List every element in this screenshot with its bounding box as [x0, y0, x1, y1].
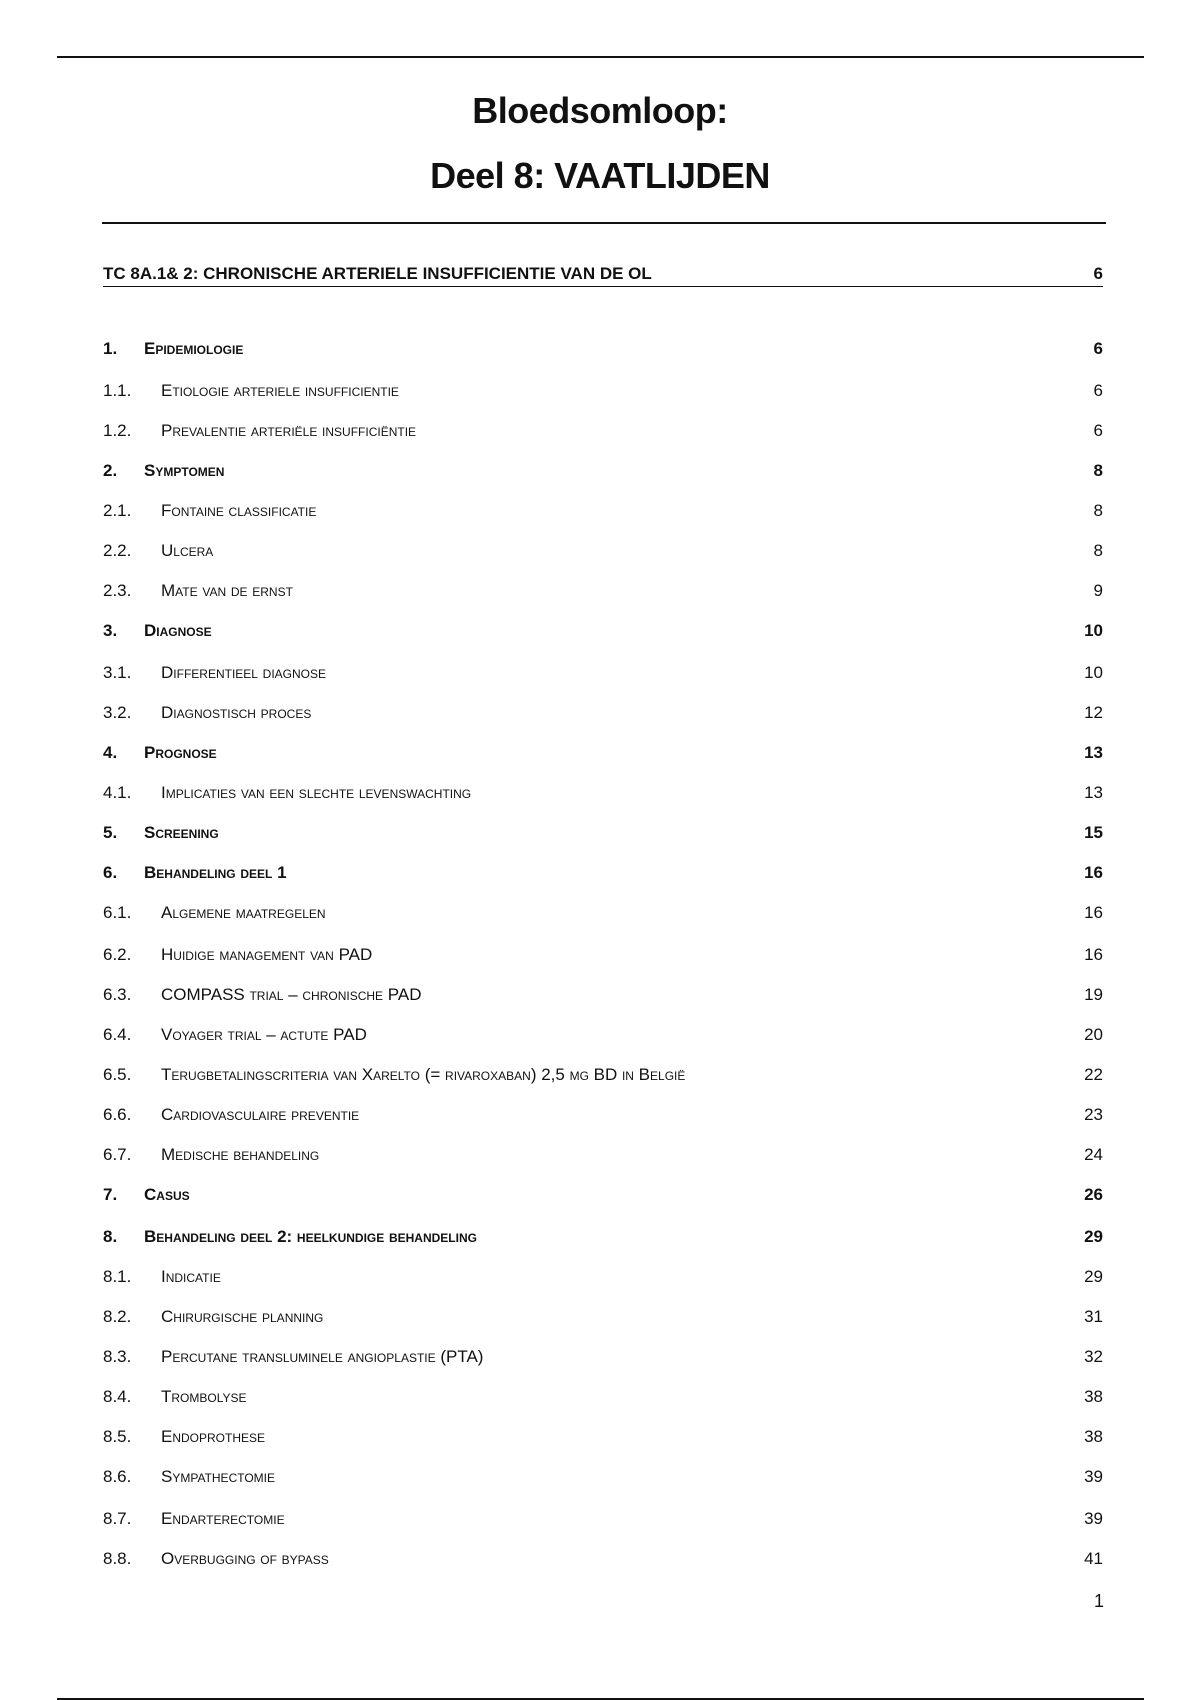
- toc-entry-label: Fontaine classificatie: [161, 501, 317, 520]
- toc-entry-page: 19: [1084, 985, 1103, 1004]
- toc-entry-label: COMPASS trial – chronische PAD: [161, 985, 422, 1004]
- toc-entry[interactable]: [103, 616, 1103, 646]
- toc-entry-label: Diagnostisch proces: [161, 703, 312, 722]
- toc-entry[interactable]: [103, 376, 1103, 406]
- toc-entry-page: 32: [1084, 1347, 1103, 1366]
- toc-entry-number: 3.1.: [103, 663, 132, 682]
- toc-entry-number: 8.3.: [103, 1347, 132, 1366]
- toc-entry-number: 1.1.: [103, 381, 132, 400]
- toc-entry-number: 6.5.: [103, 1065, 132, 1084]
- toc-entry-page: 20: [1084, 1025, 1103, 1044]
- toc-entry-page: 38: [1084, 1427, 1103, 1446]
- toc-entry-label: Medische behandeling: [161, 1145, 320, 1164]
- toc-entry-number: 6.3.: [103, 985, 132, 1004]
- toc-entry-page: 12: [1084, 703, 1103, 722]
- toc-entry-page: 26: [1084, 1185, 1103, 1204]
- toc-entry-number: 8.1.: [103, 1267, 132, 1286]
- toc-entry-page: 29: [1084, 1227, 1103, 1246]
- toc-entry-label: Differentieel diagnose: [161, 663, 327, 682]
- toc-entry[interactable]: [103, 1462, 1103, 1492]
- toc-entry[interactable]: [103, 698, 1103, 728]
- toc-entry-label: Indicatie: [161, 1267, 221, 1286]
- toc-entry-page: 6: [1093, 381, 1103, 400]
- toc-entry-page: 9: [1093, 581, 1103, 600]
- toc-entry-page: 38: [1084, 1387, 1103, 1406]
- toc-entry[interactable]: [103, 1100, 1103, 1130]
- toc-entry-number: 4.: [103, 743, 118, 762]
- toc-entry-number: 2.3.: [103, 581, 132, 600]
- toc-entry-label: Epidemiologie: [144, 339, 244, 358]
- toc-entry-label: Endarterectomie: [161, 1509, 285, 1528]
- toc-entry-page: 16: [1084, 863, 1103, 882]
- toc-entry-page: 39: [1084, 1509, 1103, 1528]
- toc-entry-label: Algemene maatregelen: [161, 903, 326, 922]
- toc-entry-label: Cardiovasculaire preventie: [161, 1105, 360, 1124]
- toc-entry-number: 1.2.: [103, 421, 132, 440]
- toc-entry-page: 8: [1093, 501, 1103, 520]
- toc-entry-number: 8.: [103, 1227, 118, 1246]
- toc-entry[interactable]: [103, 456, 1103, 486]
- toc-entry-page: 16: [1084, 903, 1103, 922]
- toc-entry-number: 8.4.: [103, 1387, 132, 1406]
- toc-entry-page: 13: [1084, 783, 1103, 802]
- toc-entry-page: 6: [1093, 421, 1103, 440]
- toc-entry[interactable]: [103, 858, 1103, 888]
- toc-entry-page: 8: [1093, 461, 1103, 480]
- toc-entry-number: 6.7.: [103, 1145, 132, 1164]
- toc-entry-number: 7.: [103, 1185, 118, 1204]
- toc-entry-page: 22: [1084, 1065, 1103, 1084]
- toc-entry-label: Prognose: [144, 743, 217, 762]
- toc-entry-label: Prevalentie arteriële insufficiëntie: [161, 421, 417, 440]
- toc-entry[interactable]: [103, 1382, 1103, 1412]
- toc-entry-page: 10: [1084, 621, 1103, 640]
- document-subtitle: Deel 8: VAATLIJDEN: [430, 155, 770, 196]
- toc-entry[interactable]: [103, 778, 1103, 808]
- toc-entry-label: Huidige management van PAD: [161, 945, 373, 964]
- toc-section-heading[interactable]: [103, 258, 1103, 287]
- toc-entry[interactable]: [103, 940, 1103, 970]
- toc-entry-number: 2.2.: [103, 541, 132, 560]
- toc-entry-page: 29: [1084, 1267, 1103, 1286]
- toc-entry-number: 3.: [103, 621, 118, 640]
- toc-entry-number: 4.1.: [103, 783, 132, 802]
- toc-entry-number: 6.4.: [103, 1025, 132, 1044]
- toc-entry-number: 2.1.: [103, 501, 132, 520]
- toc-section-heading-label: TC 8A.1& 2: CHRONISCHE ARTERIELE INSUFFICIENTIE VAN DE OL: [103, 264, 652, 283]
- document-title: Bloedsomloop:: [472, 90, 728, 131]
- toc-entry-label: Implicaties van een slechte levenswachting: [161, 783, 472, 802]
- toc-entry[interactable]: [103, 416, 1103, 446]
- toc-entry-number: 8.6.: [103, 1467, 132, 1486]
- toc-entry-number: 8.7.: [103, 1509, 132, 1528]
- toc-entry[interactable]: [103, 1422, 1103, 1452]
- toc-entry[interactable]: [103, 980, 1103, 1010]
- toc-entry-label: Trombolyse: [161, 1387, 247, 1406]
- toc-entry[interactable]: [103, 334, 1103, 364]
- toc-entry[interactable]: [103, 898, 1103, 928]
- toc-entry-page: 24: [1084, 1145, 1103, 1164]
- toc-entry[interactable]: [103, 496, 1103, 526]
- toc-entry-label: Overbugging of bypass: [161, 1549, 329, 1568]
- toc-entry-number: 6.2.: [103, 945, 132, 964]
- toc-entry-page: 39: [1084, 1467, 1103, 1486]
- toc-entry[interactable]: [103, 1342, 1103, 1372]
- toc-entry-page: 23: [1084, 1105, 1103, 1124]
- toc-entry-page: 31: [1084, 1307, 1103, 1326]
- page-number: 1: [1093, 1591, 1104, 1611]
- toc-entry-number: 2.: [103, 461, 118, 480]
- toc-entry[interactable]: [103, 1222, 1103, 1252]
- toc-entry-label: Endoprothese: [161, 1427, 266, 1446]
- toc-entry-label: Terugbetalingscriteria van Xarelto (= rivaroxaban) 2,5 mg BD in België: [161, 1065, 686, 1084]
- toc-entry-label: Symptomen: [144, 461, 225, 480]
- toc-entry-label: Screening: [144, 823, 219, 842]
- toc-entry-page: 16: [1084, 945, 1103, 964]
- toc-entry-page: 10: [1084, 663, 1103, 682]
- toc-entry-label: Mate van de ernst: [161, 581, 293, 600]
- toc-entry-number: 5.: [103, 823, 118, 842]
- toc-entry[interactable]: [103, 536, 1103, 566]
- toc-entry-label: Diagnose: [144, 621, 212, 640]
- title-rule: [102, 222, 1106, 224]
- toc-entry-number: 6.6.: [103, 1105, 132, 1124]
- toc-entry-label: Casus: [144, 1185, 190, 1204]
- toc-entry[interactable]: [103, 1060, 1103, 1090]
- toc-entry-number: 3.2.: [103, 703, 132, 722]
- toc-entry-number: 1.: [103, 339, 118, 358]
- toc-entry-label: Etiologie arteriele insufficientie: [161, 381, 399, 400]
- toc-entry-number: 6.: [103, 863, 118, 882]
- toc-entry[interactable]: [103, 658, 1103, 688]
- toc-entry[interactable]: [103, 818, 1103, 848]
- toc-entry-page: 15: [1084, 823, 1103, 842]
- toc-entry[interactable]: [103, 1544, 1103, 1574]
- toc-entry-page: 6: [1093, 339, 1103, 358]
- toc-entry-number: 8.5.: [103, 1427, 132, 1446]
- toc-entry[interactable]: [103, 1504, 1103, 1534]
- toc-entry-number: 8.2.: [103, 1307, 132, 1326]
- toc-section-heading-page: 6: [1093, 264, 1103, 283]
- toc-entry[interactable]: [103, 1140, 1103, 1170]
- toc-entry-number: 8.8.: [103, 1549, 132, 1568]
- toc-entry-label: Voyager trial – actute PAD: [161, 1025, 367, 1044]
- toc-entry[interactable]: [103, 738, 1103, 768]
- toc-entry[interactable]: [103, 1020, 1103, 1050]
- toc-entry-label: Sympathectomie: [161, 1467, 276, 1486]
- toc-entry-label: Percutane transluminele angioplastie (PTA): [161, 1347, 484, 1366]
- toc-entry-page: 8: [1093, 541, 1103, 560]
- toc-entry-number: 6.1.: [103, 903, 132, 922]
- toc-entry[interactable]: [103, 1180, 1103, 1210]
- toc-entry-label: Behandeling deel 1: [144, 863, 287, 882]
- toc-entry[interactable]: [103, 1262, 1103, 1292]
- toc-entry-page: 41: [1084, 1549, 1103, 1568]
- toc-entry-page: 13: [1084, 743, 1103, 762]
- toc-entry-label: Chirurgische planning: [161, 1307, 324, 1326]
- toc-entry[interactable]: [103, 1302, 1103, 1332]
- top-rule: [57, 56, 1144, 58]
- toc-entry-label: Behandeling deel 2: heelkundige behandeling: [144, 1227, 477, 1246]
- toc-entry-label: Ulcera: [161, 541, 214, 560]
- toc-entry[interactable]: [103, 576, 1103, 606]
